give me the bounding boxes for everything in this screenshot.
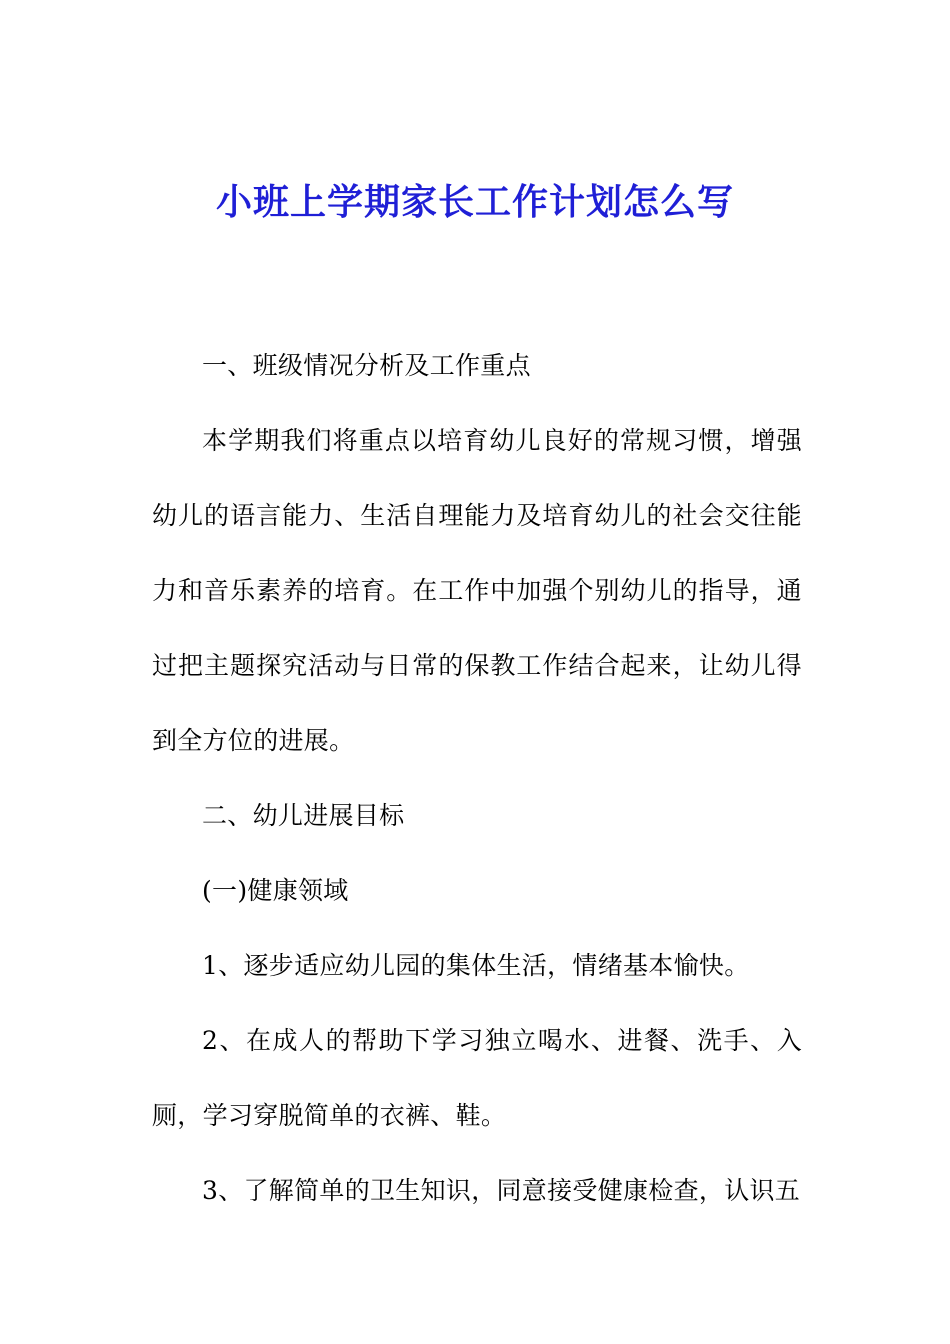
paragraph-intro: 本学期我们将重点以培育幼儿良好的常规习惯，增强幼儿的语言能力、生活自理能力及培育幼儿的社会交往能力和音乐素养的培育。在工作中加强个别幼儿的指导，通过把主题探究活动与日常的保教工作结合起来，让幼儿得到全方位的进展。 [152,426,802,755]
document-body [152,328,802,1228]
list-item-1: 1、逐步适应幼儿园的集体生活，情绪基本愉快。 [202,951,750,980]
subsection-heading-health: (一)健康领域 [202,876,349,905]
list-item-2: 2、在成人的帮助下学习独立喝水、进餐、洗手、入厕，学习穿脱简单的衣裤、鞋。 [152,1026,802,1130]
section-heading-1: 一、班级情况分析及工作重点 [202,351,531,380]
document-title: 小班上学期家长工作计划怎么写 [215,181,734,223]
list-item-3: 3、了解简单的卫生知识，同意接受健康检查，认识五 [202,1176,801,1205]
section-heading-2: 二、幼儿进展目标 [202,801,405,830]
